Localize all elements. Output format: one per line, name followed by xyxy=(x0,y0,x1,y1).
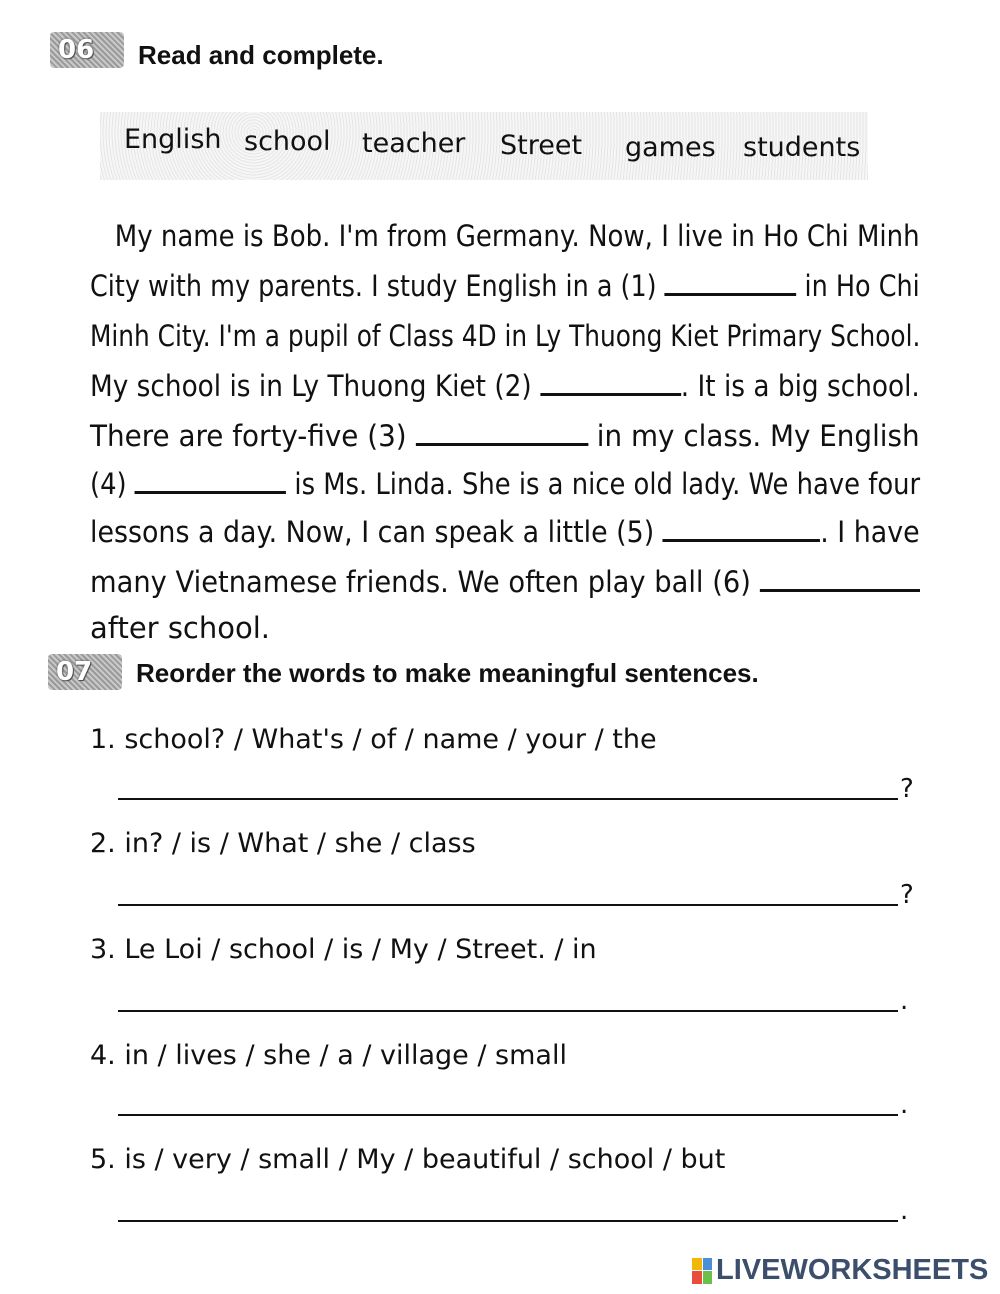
passage-line: lessons a day. Now, I can speak a little (5) . I have xyxy=(90,515,920,549)
section-number: 07 xyxy=(56,657,93,687)
word-bank-item: games xyxy=(625,132,716,163)
word-bank-item: teacher xyxy=(362,128,466,159)
answer-blank-2[interactable] xyxy=(540,367,681,396)
word-bank-item: school xyxy=(244,126,331,157)
answer-line[interactable] xyxy=(118,798,898,800)
answer-blank-3[interactable] xyxy=(415,417,588,446)
passage-line: City with my parents. I study English in a (1) in Ho Chi xyxy=(90,269,920,303)
liveworksheets-logo xyxy=(692,1254,988,1287)
word-bank-item: English xyxy=(124,124,222,155)
answer-line[interactable] xyxy=(118,1114,898,1116)
word-bank xyxy=(100,112,868,180)
answer-blank-1[interactable] xyxy=(665,267,797,296)
reorder-prompt: 2. in? / is / What / she / class xyxy=(90,828,476,859)
answer-blank-6[interactable] xyxy=(760,563,920,592)
answer-blank-4[interactable] xyxy=(135,465,286,494)
logo-grid-icon xyxy=(692,1258,712,1284)
section-title: Reorder the words to make meaningful sentences. xyxy=(136,658,759,688)
reorder-prompt: 1. school? / What's / of / name / your / the xyxy=(90,724,657,755)
passage-line: (4) is Ms. Linda. She is a nice old lady. We have four xyxy=(90,467,921,501)
section-number-badge xyxy=(48,654,122,690)
answer-line[interactable] xyxy=(118,1220,898,1222)
passage-line: There are forty-five (3) in my class. My English xyxy=(90,419,920,453)
reorder-prompt: 3. Le Loi / school / is / My / Street. / in xyxy=(90,934,597,965)
answer-blank-5[interactable] xyxy=(663,513,820,542)
brand-name: LIVEWORKSHEETS xyxy=(716,1254,989,1286)
word-bank-item: Street xyxy=(500,130,583,161)
end-punctuation: . xyxy=(900,1090,909,1120)
end-punctuation: . xyxy=(900,1196,909,1226)
passage-line: My name is Bob. I'm from Germany. Now, I live in Ho Chi Minh xyxy=(114,219,920,253)
reorder-prompt: 5. is / very / small / My / beautiful / school / but xyxy=(90,1144,726,1175)
section-title: Read and complete. xyxy=(138,40,384,70)
passage-line: many Vietnamese friends. We often play ball (6) xyxy=(90,558,872,606)
answer-line[interactable] xyxy=(118,904,898,906)
end-punctuation: ? xyxy=(900,880,914,910)
passage-line: Minh City. I'm a pupil of Class 4D in Ly Thuong Kiet Primary School. xyxy=(90,319,921,353)
reorder-prompt: 4. in / lives / she / a / village / small xyxy=(90,1040,567,1071)
section-number: 06 xyxy=(58,35,95,65)
end-punctuation: . xyxy=(900,986,909,1016)
word-bank-item: students xyxy=(743,132,861,163)
passage-line: My school is in Ly Thuong Kiet (2) . It is a big school. xyxy=(90,369,920,403)
answer-line[interactable] xyxy=(118,1010,898,1012)
passage-line: after school. xyxy=(90,611,271,645)
end-punctuation: ? xyxy=(900,774,914,804)
section-number-badge xyxy=(50,32,124,68)
